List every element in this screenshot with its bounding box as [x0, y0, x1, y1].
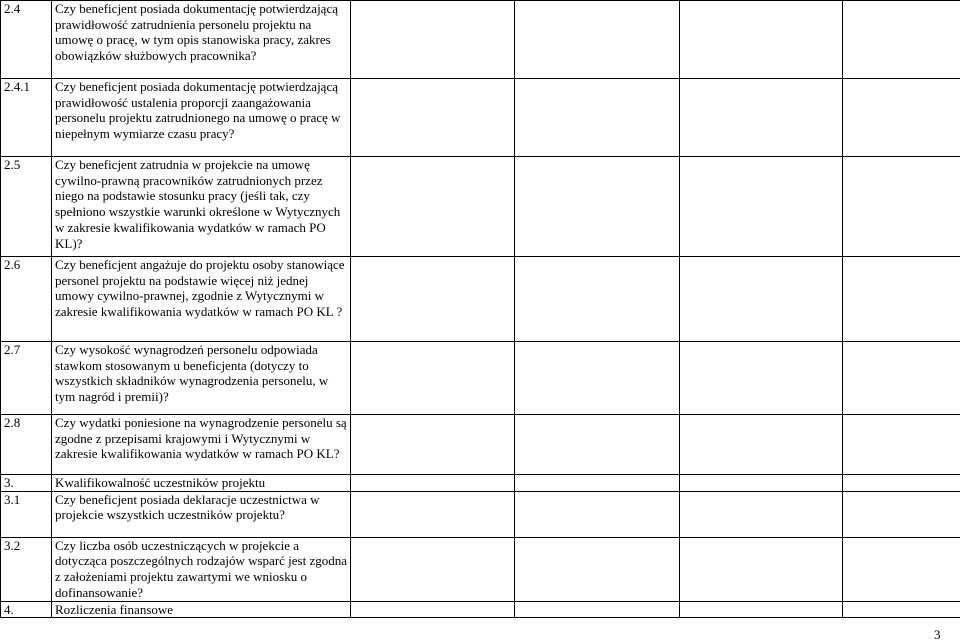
- question-text: Czy wydatki poniesione na wynagrodzenie personelu są zgodne z przepisami krajowymi i Wytycznymi w zakresie kwalifikowania wydatków w ramach PO KL?: [52, 415, 351, 475]
- answer-cell: [515, 1, 680, 79]
- table-row: [1, 79, 960, 157]
- answer-cell: [515, 491, 680, 537]
- answer-cell: [680, 257, 843, 342]
- row-number: 3.: [1, 475, 52, 492]
- row-number: 2.5: [1, 157, 52, 257]
- answer-cell: [515, 601, 680, 618]
- answer-cell: [351, 537, 515, 601]
- answer-cell: [515, 79, 680, 157]
- answer-cell: [680, 537, 843, 601]
- answer-cell: [351, 157, 515, 257]
- question-text: Czy beneficjent angażuje do projektu osoby stanowiące personel projektu na podstawie więcej niż jednej umowy cywilno-prawnej, zgodnie z Wytycznymi w zakresie kwalifikowania wydatków w ramach PO KL ?: [52, 257, 351, 342]
- answer-cell: [515, 257, 680, 342]
- answer-cell: [351, 475, 515, 492]
- answer-cell: [351, 601, 515, 618]
- answer-cell: [515, 537, 680, 601]
- answer-cell: [680, 342, 843, 415]
- page-number: 3: [934, 627, 941, 642]
- section-heading: Rozliczenia finansowe: [52, 601, 351, 618]
- question-text: Czy beneficjent posiada dokumentację potwierdzającą prawidłowość ustalenia proporcji zaangażowania personelu projektu zatrudnionego na umowę o pracę w niepełnym wymiarze czasu pracy?: [52, 79, 351, 157]
- answer-cell: [843, 1, 960, 79]
- answer-cell: [680, 157, 843, 257]
- table-row: [1, 601, 960, 618]
- table-row: [1, 342, 960, 415]
- row-number: 4.: [1, 601, 52, 618]
- answer-cell: [680, 491, 843, 537]
- row-number: 2.4.1: [1, 79, 52, 157]
- answer-cell: [351, 1, 515, 79]
- answer-cell: [843, 537, 960, 601]
- answer-cell: [351, 79, 515, 157]
- answer-cell: [515, 415, 680, 475]
- question-text: Czy wysokość wynagrodzeń personelu odpowiada stawkom stosowanym u beneficjenta (dotyczy to wszystkich składników wynagrodzenia personelu, w tym nagród i premii)?: [52, 342, 351, 415]
- answer-cell: [515, 342, 680, 415]
- answer-cell: [680, 415, 843, 475]
- table-row: [1, 491, 960, 537]
- answer-cell: [843, 342, 960, 415]
- answer-cell: [843, 491, 960, 537]
- table-row: [1, 257, 960, 342]
- table-row: [1, 1, 960, 79]
- answer-cell: [515, 157, 680, 257]
- row-number: 3.2: [1, 537, 52, 601]
- section-heading: Kwalifikowalność uczestników projektu: [52, 475, 351, 492]
- answer-cell: [680, 1, 843, 79]
- answer-cell: [515, 475, 680, 492]
- row-number: 2.6: [1, 257, 52, 342]
- answer-cell: [843, 415, 960, 475]
- row-number: 3.1: [1, 491, 52, 537]
- table-row: [1, 475, 960, 492]
- answer-cell: [843, 79, 960, 157]
- question-text: Czy liczba osób uczestniczących w projekcie a dotycząca poszczególnych rodzajów wsparć jest zgodna z założeniami projektu zawartymi we wniosku o dofinansowanie?: [52, 537, 351, 601]
- answer-cell: [351, 415, 515, 475]
- answer-cell: [843, 257, 960, 342]
- table-row: [1, 157, 960, 257]
- question-text: Czy beneficjent posiada dokumentację potwierdzającą prawidłowość zatrudnienia personelu projektu na umowę o pracę, w tym opis stanowiska pracy, zakres obowiązków służbowych pracownika?: [52, 1, 351, 79]
- table-row: [1, 537, 960, 601]
- table-row: [1, 415, 960, 475]
- answer-cell: [843, 157, 960, 257]
- answer-cell: [843, 601, 960, 618]
- answer-cell: [351, 342, 515, 415]
- answer-cell: [843, 475, 960, 492]
- answer-cell: [351, 257, 515, 342]
- question-text: Czy beneficjent zatrudnia w projekcie na umowę cywilno-prawną pracowników zatrudnionych przez niego na podstawie stosunku pracy (jeśli tak, czy spełniono wszystkie warunki określone w Wytycznych w zakresie kwalifikowania wydatków w ramach PO KL)?: [52, 157, 351, 257]
- question-text: Czy beneficjent posiada deklaracje uczestnictwa w projekcie wszystkich uczestników projektu?: [52, 491, 351, 537]
- row-number: 2.4: [1, 1, 52, 79]
- row-number: 2.7: [1, 342, 52, 415]
- answer-cell: [680, 79, 843, 157]
- answer-cell: [680, 601, 843, 618]
- row-number: 2.8: [1, 415, 52, 475]
- answer-cell: [351, 491, 515, 537]
- answer-cell: [680, 475, 843, 492]
